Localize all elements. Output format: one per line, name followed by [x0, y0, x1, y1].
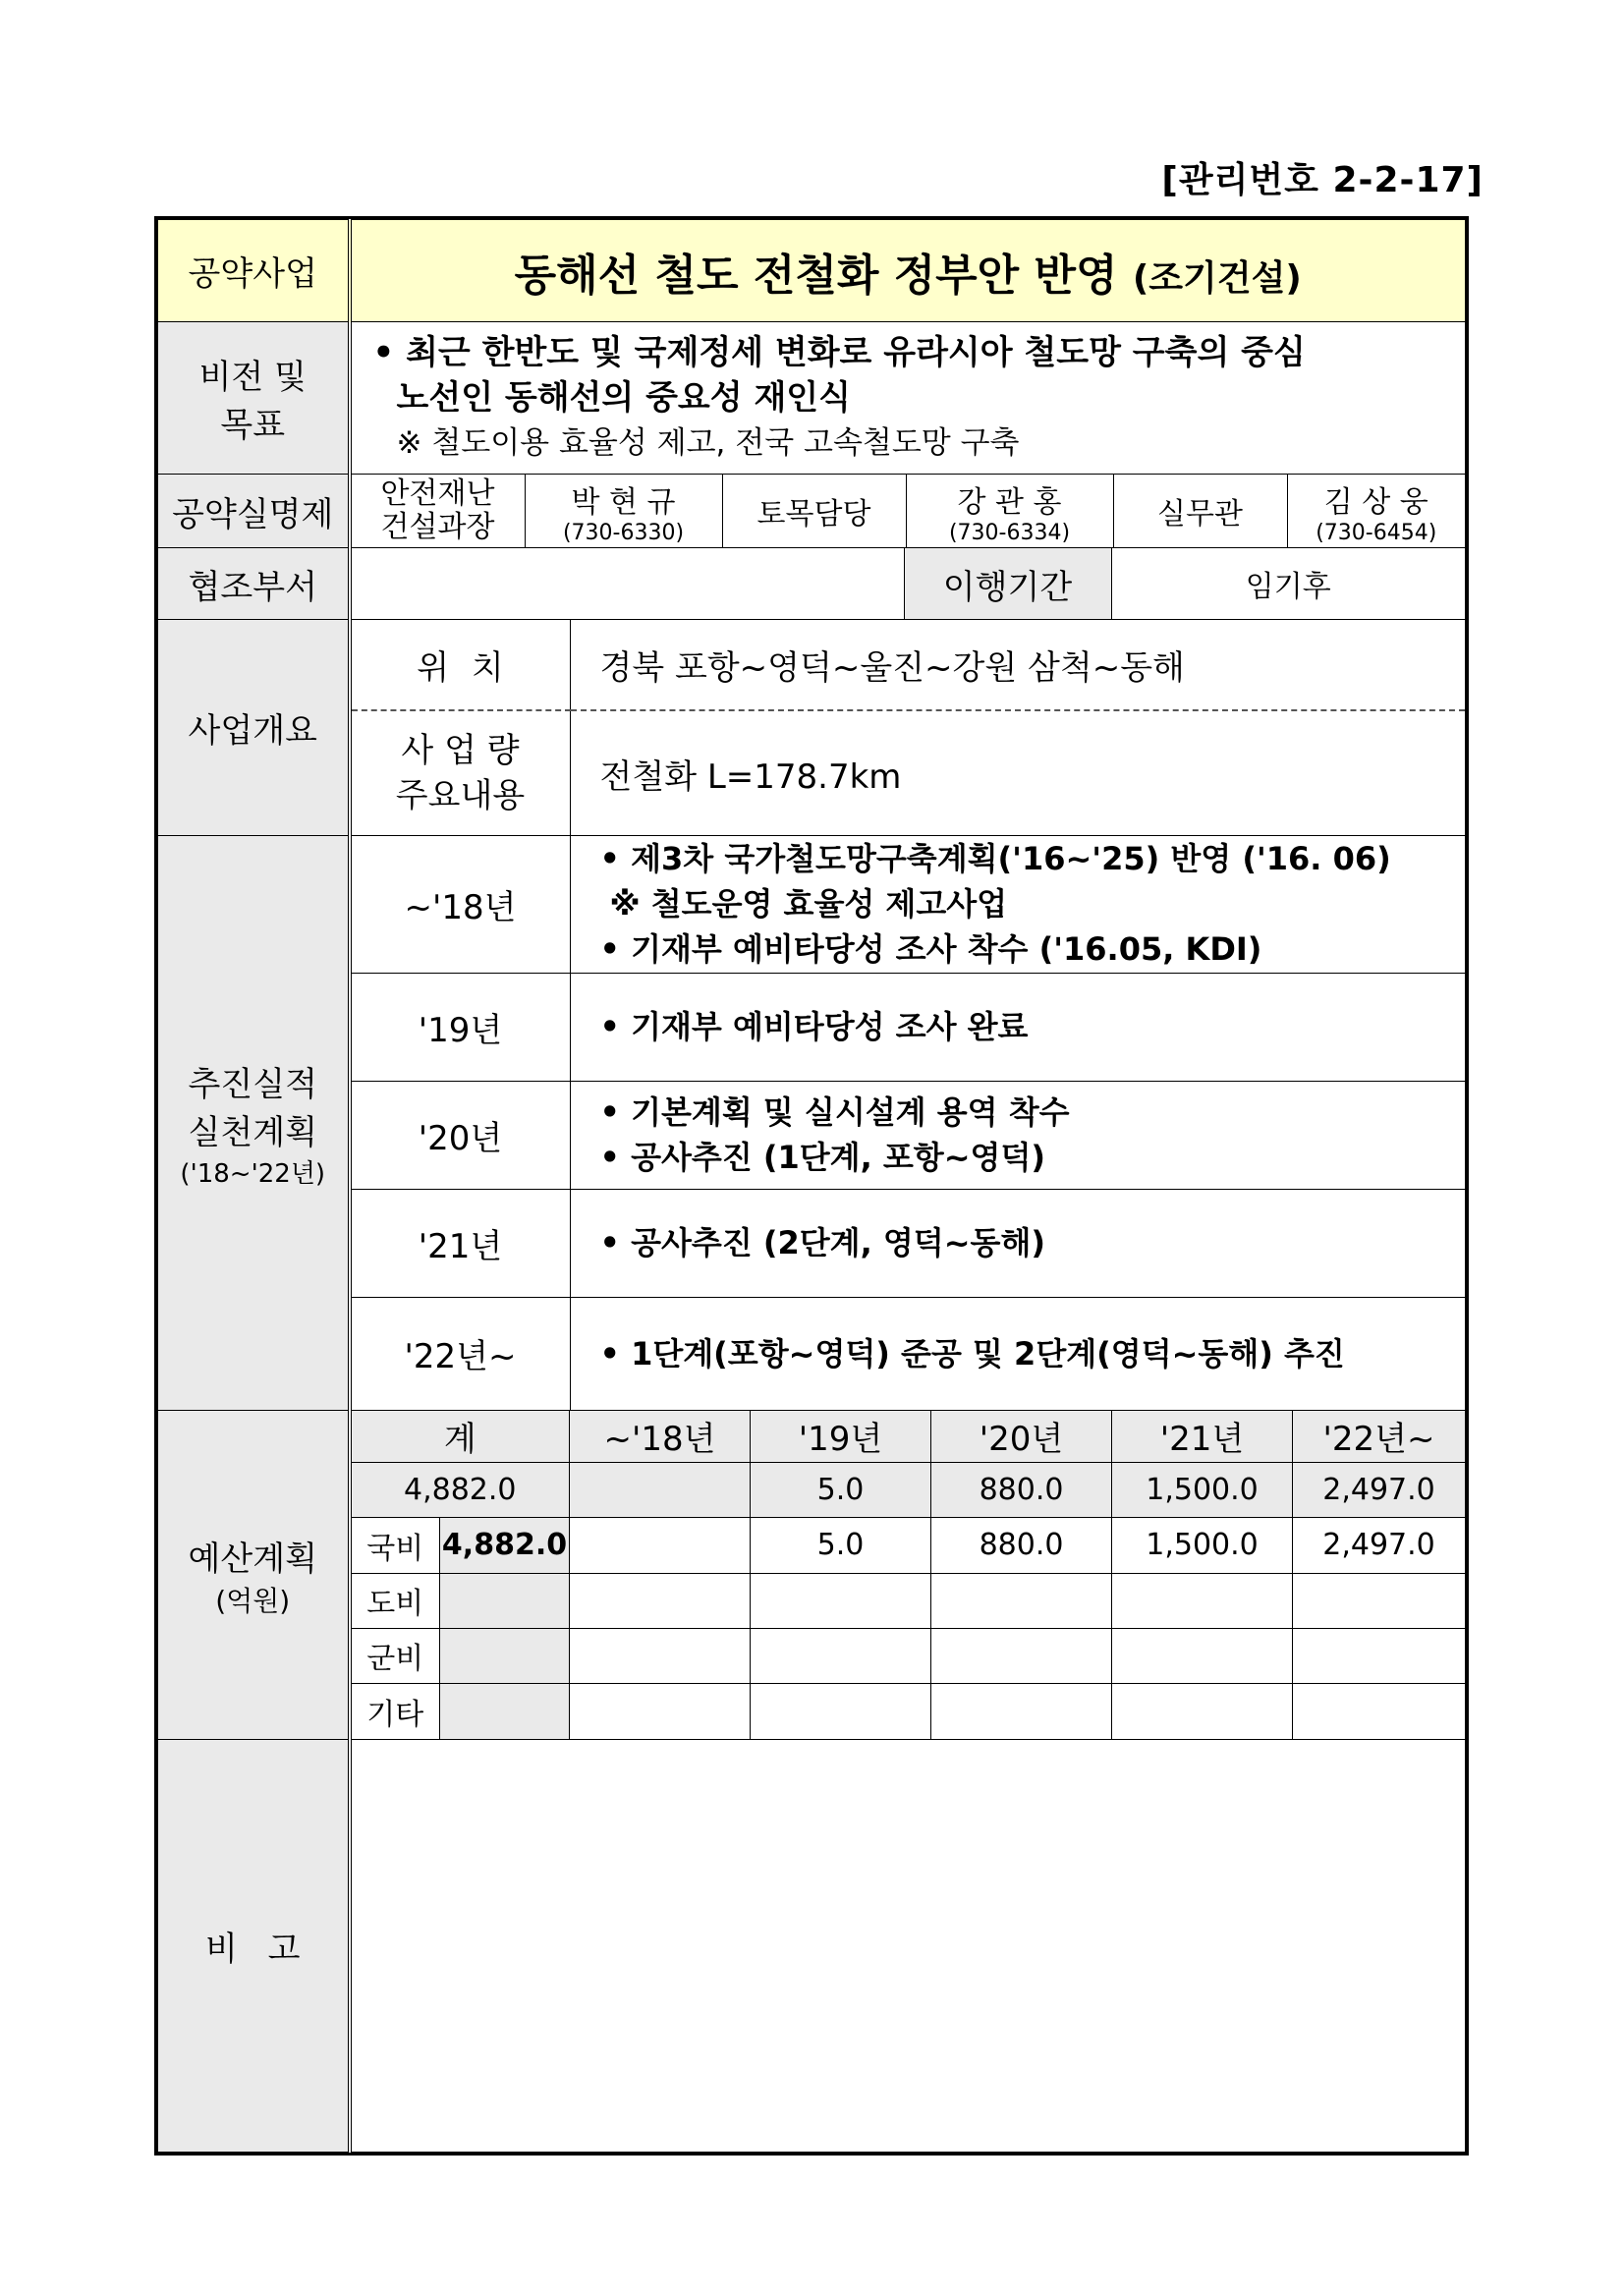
budget-cell	[751, 1573, 931, 1628]
responsible-person-2: 강 관 홍 (730-6334)	[906, 475, 1113, 547]
budget-cell: 1,500.0	[1112, 1517, 1293, 1573]
progress-label: 추진실적 실천계획 ('18~'22년)	[158, 836, 350, 1411]
budget-row-sum	[440, 1573, 570, 1628]
location-value: 경북 포항~영덕~울진~강원 삼척~동해	[570, 620, 1465, 710]
pledge-title: 동해선 철도 전철화 정부안 반영 (조기건설)	[350, 220, 1466, 322]
budget-row-sum	[440, 1628, 570, 1683]
budget-row-name: 군비	[352, 1628, 440, 1683]
responsible-person-3: 김 상 웅 (730-6454)	[1287, 475, 1465, 547]
budget-header: '20년	[931, 1411, 1112, 1462]
budget-cell	[751, 1683, 931, 1739]
budget-row-name: 국비	[352, 1517, 440, 1573]
budget-cell	[931, 1628, 1112, 1683]
cooperation-value	[352, 548, 905, 619]
budget-total-cell: 4,882.0	[352, 1462, 570, 1517]
budget-row-sum	[440, 1683, 570, 1739]
budget-cell	[931, 1573, 1112, 1628]
budget-cell	[570, 1683, 751, 1739]
budget-cell	[1112, 1628, 1293, 1683]
responsible-label: 공약실명제	[158, 475, 350, 548]
responsible-role-2: 토목담당	[722, 475, 906, 547]
progress-items: • 공사추진 (2단계, 영덕~동해)	[570, 1189, 1465, 1297]
responsible-person-1: 박 현 규 (730-6330)	[525, 475, 722, 547]
budget-total-cell	[570, 1462, 751, 1517]
budget-header: ~'18년	[570, 1411, 751, 1462]
progress-year: ~'18년	[352, 836, 571, 973]
progress-year: '21년	[352, 1189, 571, 1297]
vision-label: 비전 및 목표	[158, 322, 350, 475]
progress-items: • 1단계(포항~영덕) 준공 및 2단계(영덕~동해) 추진	[570, 1297, 1465, 1410]
budget-cell	[751, 1628, 931, 1683]
budget-total-cell: 1,500.0	[1112, 1462, 1293, 1517]
budget-cell	[1293, 1683, 1465, 1739]
pledge-label: 공약사업	[158, 220, 350, 322]
progress-year: '20년	[352, 1081, 571, 1189]
responsible-role-3: 실무관	[1113, 475, 1287, 547]
quantity-value: 전철화 L=178.7km	[570, 710, 1465, 835]
progress-items: • 기재부 예비타당성 조사 완료	[570, 973, 1465, 1081]
budget-cell	[570, 1628, 751, 1683]
budget-cell: 2,497.0	[1293, 1517, 1465, 1573]
cooperation-label: 협조부서	[158, 548, 350, 620]
management-number: [관리번호 2-2-17]	[1161, 160, 1484, 200]
progress-items: • 제3차 국가철도망구축계획('16~'25) 반영 ('16. 06) ※ 철도운영 효율성 제고사업 • 기재부 예비타당성 조사 착수 ('16.05, KDI)	[570, 836, 1465, 973]
budget-label: 예산계획 (억원)	[158, 1411, 350, 1740]
vision-content: • 최근 한반도 및 국제정세 변화로 유라시아 철도망 구축의 중심 노선인 동해선의 중요성 재인식 ※ 철도이용 효율성 제고, 전국 고속철도망 구축	[350, 322, 1466, 475]
budget-cell: 880.0	[931, 1517, 1112, 1573]
budget-row-name: 도비	[352, 1573, 440, 1628]
progress-year: '22년~	[352, 1297, 571, 1410]
budget-cell	[570, 1517, 751, 1573]
budget-header: 계	[352, 1411, 570, 1462]
budget-total-cell: 2,497.0	[1293, 1462, 1465, 1517]
budget-header: '22년~	[1293, 1411, 1465, 1462]
remarks-label: 비 고	[158, 1740, 350, 2153]
location-label: 위 치	[352, 620, 571, 710]
responsible-dept: 안전재난 건설과장	[352, 475, 526, 547]
budget-row-name: 기타	[352, 1683, 440, 1739]
budget-total-cell: 880.0	[931, 1462, 1112, 1517]
budget-cell	[1293, 1573, 1465, 1628]
pledge-form	[154, 216, 1469, 2156]
budget-row-sum: 4,882.0	[440, 1517, 570, 1573]
budget-header: '19년	[751, 1411, 931, 1462]
budget-header: '21년	[1112, 1411, 1293, 1462]
progress-items: • 기본계획 및 실시설계 용역 착수 • 공사추진 (1단계, 포항~영덕)	[570, 1081, 1465, 1189]
budget-cell	[570, 1573, 751, 1628]
budget-cell	[1293, 1628, 1465, 1683]
period-label: 이행기간	[904, 548, 1111, 619]
budget-cell: 5.0	[751, 1517, 931, 1573]
remarks-value	[350, 1740, 1466, 2153]
budget-cell	[931, 1683, 1112, 1739]
quantity-label: 사 업 량 주요내용	[352, 710, 571, 835]
budget-total-cell: 5.0	[751, 1462, 931, 1517]
period-value: 임기후	[1111, 548, 1465, 619]
budget-cell	[1112, 1573, 1293, 1628]
progress-year: '19년	[352, 973, 571, 1081]
overview-label: 사업개요	[158, 620, 350, 836]
budget-cell	[1112, 1683, 1293, 1739]
